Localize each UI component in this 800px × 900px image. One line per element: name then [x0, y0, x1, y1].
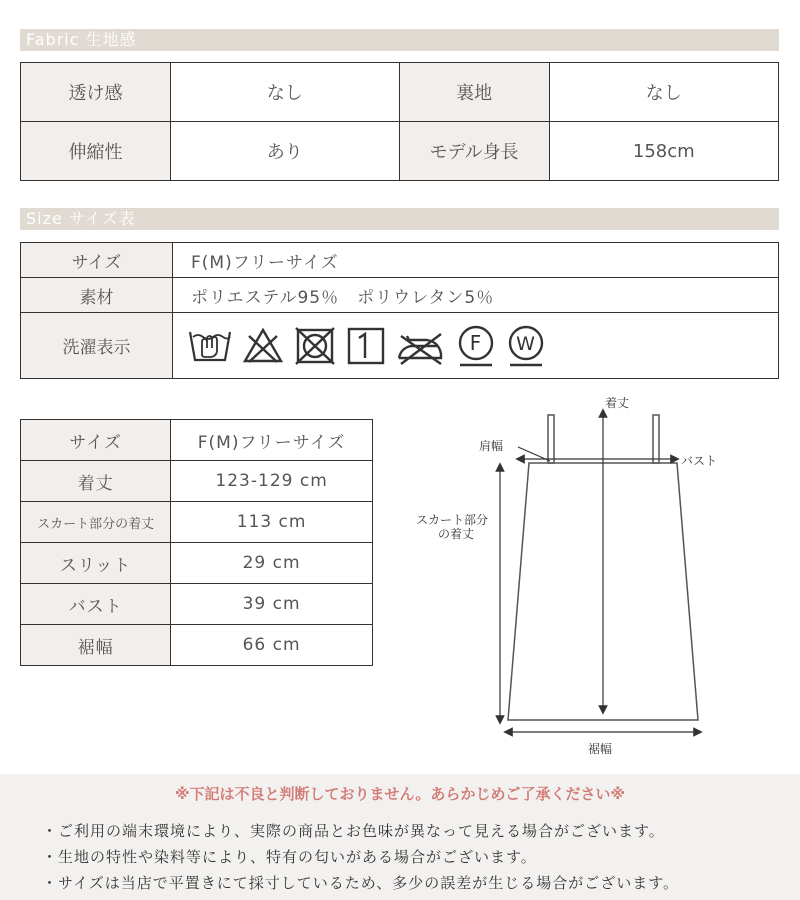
- measure-key: スカート部分の着丈: [21, 502, 171, 543]
- table-row: [21, 461, 373, 502]
- measure-key: スリット: [21, 543, 171, 584]
- shoulder-label: 肩幅: [479, 439, 504, 453]
- hand-wash-icon: [187, 326, 233, 366]
- notice-line: ・サイズは当店で平置きにて採寸しているため、多少の誤差が生じる場合がございます。: [42, 874, 680, 892]
- table-row: [21, 625, 373, 666]
- care-icons-cell: [173, 313, 779, 379]
- table-row: [21, 313, 779, 379]
- table-row: [21, 502, 373, 543]
- measure-value: 113 cm: [171, 502, 373, 543]
- measure-value: 29 cm: [171, 543, 373, 584]
- fabric-value: あり: [170, 122, 399, 181]
- garment-diagram: [400, 385, 800, 765]
- table-row: [21, 278, 779, 313]
- size-table: [20, 242, 779, 379]
- size-heading: Size サイズ表: [20, 208, 779, 230]
- size-key: サイズ: [21, 243, 173, 278]
- fabric-key: モデル身長: [399, 122, 549, 181]
- skirt-length-label-1: スカート部分: [416, 513, 489, 527]
- measure-value: 39 cm: [171, 584, 373, 625]
- no-iron-icon: [395, 326, 447, 366]
- table-row: [21, 420, 373, 461]
- no-bleach-icon: [241, 326, 285, 366]
- fabric-value: なし: [549, 63, 778, 122]
- measure-key: バスト: [21, 584, 171, 625]
- care-key: 洗濯表示: [21, 313, 173, 379]
- wet-clean-w-icon: [505, 324, 547, 368]
- measurement-table: [20, 419, 373, 666]
- fabric-key: 透け感: [21, 63, 171, 122]
- fabric-value: 158cm: [549, 122, 778, 181]
- measure-key: 着丈: [21, 461, 171, 502]
- notice-panel: [0, 774, 800, 900]
- notice-line: ・生地の特性や染料等により、特有の匂いがある場合がございます。: [42, 848, 537, 866]
- table-row: [21, 243, 779, 278]
- fabric-key: 伸縮性: [21, 122, 171, 181]
- fabric-heading: Fabric 生地感: [20, 29, 779, 51]
- measure-value: 123-129 cm: [171, 461, 373, 502]
- hem-label: 裾幅: [588, 742, 613, 756]
- bust-label: バスト: [681, 454, 718, 468]
- material-value: ポリエステル95％ ポリウレタン5％: [173, 278, 779, 313]
- dry-clean-letter: F: [469, 330, 483, 355]
- fabric-table: [20, 62, 779, 181]
- no-tumble-dry-icon: [293, 326, 337, 366]
- wet-clean-letter: W: [516, 332, 536, 355]
- table-row: [21, 584, 373, 625]
- notice-line: ・ご利用の端末環境により、実際の商品とお色味が異なって見える場合がございます。: [42, 822, 665, 840]
- line-dry-icon: [345, 326, 387, 366]
- table-row: [21, 122, 779, 181]
- dry-clean-f-icon: [455, 324, 497, 368]
- care-icons: [187, 324, 777, 368]
- size-value: F(M)フリーサイズ: [173, 243, 779, 278]
- notice-heading: ※下記は不良と判断しておりません。あらかじめご了承ください※: [174, 785, 626, 803]
- garment-drawing: [400, 385, 800, 765]
- table-row: [21, 543, 373, 584]
- measure-value: F(M)フリーサイズ: [171, 420, 373, 461]
- fabric-value: なし: [170, 63, 399, 122]
- measure-key: サイズ: [21, 420, 171, 461]
- measure-key: 裾幅: [21, 625, 171, 666]
- material-key: 素材: [21, 278, 173, 313]
- table-row: [21, 63, 779, 122]
- skirt-length-label-2: の着丈: [438, 527, 475, 541]
- measure-value: 66 cm: [171, 625, 373, 666]
- fabric-key: 裏地: [399, 63, 549, 122]
- length-label: 着丈: [605, 396, 630, 410]
